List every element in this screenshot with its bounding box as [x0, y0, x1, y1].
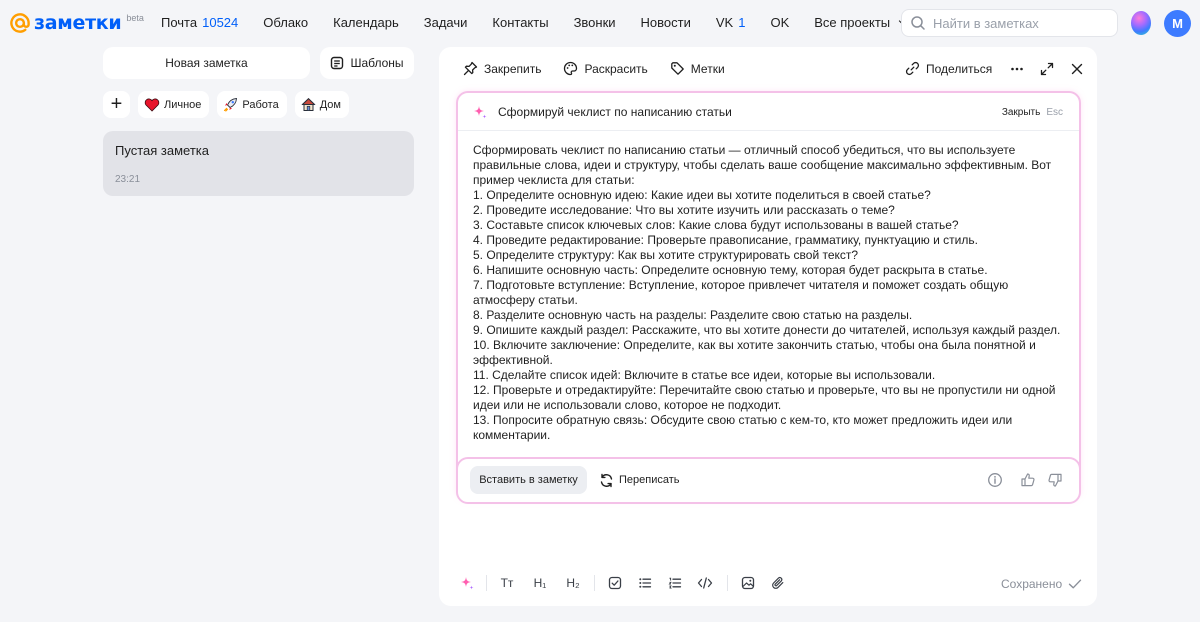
- new-note-button[interactable]: Новая заметка: [103, 47, 310, 79]
- ai-assistant-panel: [456, 91, 1081, 501]
- editor-toolbar: [463, 61, 747, 76]
- logo[interactable]: [9, 12, 144, 34]
- tag-icon: [670, 61, 685, 76]
- numbered-list-button[interactable]: [667, 575, 683, 591]
- tag-home-label: Дом: [319, 98, 341, 111]
- house-icon: [301, 97, 316, 112]
- ai-response-intro: Сформировать чеклист по написанию статьи — отличный способ убедиться, что вы используете правильные слова, идеи и структуру, чтобы сделать ваше сообщение максимально эффективным. Вот пример чеклиста для статьи:: [473, 143, 1052, 187]
- checklist-item: 13. Попросите обратную связь: Обсудите свою статью с кем-то, кто может предложить идеи или комментарии.: [473, 413, 1013, 442]
- save-status-label: Сохранено: [1001, 577, 1063, 591]
- nav-mail-label: Почта: [161, 15, 198, 30]
- heading-2-button[interactable]: H₂: [566, 576, 580, 590]
- attach-button[interactable]: [770, 575, 786, 591]
- checklist-item: 3. Составьте список ключевых слов: Какие слова будут использованы в вашей статье?: [473, 218, 959, 232]
- ai-checklist: [473, 188, 1063, 443]
- checklist-button[interactable]: [607, 575, 623, 591]
- format-toolbar: [459, 575, 797, 591]
- sparkle-icon: [459, 575, 475, 591]
- image-icon: [741, 576, 755, 590]
- nav-all-projects-label: Все проекты: [814, 15, 891, 30]
- note-title: Пустая заметка: [115, 143, 209, 158]
- pin-label: Закрепить: [484, 61, 542, 76]
- sparkle-icon: [472, 104, 488, 120]
- ai-assistant-orb-icon[interactable]: [1131, 11, 1151, 35]
- checklist-item: 8. Разделите основную часть на разделы: Разделите свою статью на разделы.: [473, 308, 913, 322]
- share-label: Поделиться: [926, 61, 993, 76]
- tag-work[interactable]: [217, 91, 286, 118]
- logo-text: заметки: [34, 12, 122, 34]
- note-time: 23:21: [115, 174, 141, 185]
- link-icon: [905, 61, 920, 76]
- ai-response: [458, 131, 1079, 455]
- mail-count: 10524: [202, 15, 239, 30]
- thumbs-up-icon[interactable]: [1020, 472, 1036, 488]
- tags-button[interactable]: [670, 61, 725, 76]
- heart-icon: [144, 98, 160, 112]
- thumbs-down-icon[interactable]: [1047, 472, 1063, 488]
- search-box[interactable]: [901, 9, 1118, 37]
- ai-actions-bar: [456, 457, 1081, 504]
- close-icon: [1070, 62, 1084, 76]
- templates-button[interactable]: [320, 47, 414, 79]
- top-nav: [161, 15, 931, 30]
- nav-all-projects[interactable]: [814, 15, 906, 30]
- code-button[interactable]: [697, 575, 713, 591]
- rewrite-label: Переписать: [619, 474, 680, 486]
- templates-icon: [330, 56, 344, 70]
- checklist-item: 1. Определите основную идею: Какие идеи вы хотите поделиться в своей статье?: [473, 188, 931, 202]
- refresh-icon: [599, 473, 614, 488]
- heading-1-button[interactable]: H₁: [533, 576, 547, 590]
- paperclip-icon: [771, 576, 785, 590]
- insert-into-note-button[interactable]: Вставить в заметку: [470, 466, 587, 494]
- tag-personal-label: Личное: [164, 98, 202, 111]
- checklist-item: 9. Опишите каждый раздел: Расскажите, что вы хотите донести до читателей, используя каждый раздел.: [473, 323, 1061, 337]
- bullet-list-icon: [638, 576, 652, 590]
- editor-toolbar-right: [905, 61, 1084, 76]
- checklist-item: 4. Проведите редактирование: Проверьте правописание, грамматику, пунктуацию и стиль.: [473, 233, 978, 247]
- nav-ok[interactable]: OK: [770, 15, 790, 30]
- pin-button[interactable]: [463, 61, 541, 76]
- checkbox-icon: [608, 576, 622, 590]
- expand-icon: [1040, 62, 1054, 76]
- ai-sparkle-button[interactable]: [459, 575, 475, 591]
- tag-personal[interactable]: [138, 91, 209, 118]
- save-status: [1001, 577, 1082, 591]
- nav-vk-label: VK: [715, 15, 734, 30]
- search-icon: [910, 15, 926, 31]
- rocket-icon: [223, 97, 238, 112]
- ai-prompt-text: Сформируй чеклист по написанию статьи: [498, 104, 732, 119]
- esc-hint: Esc: [1046, 107, 1063, 118]
- templates-label: Шаблоны: [350, 56, 404, 70]
- note-editor: [439, 47, 1097, 606]
- checklist-item: 12. Проверьте и отредактируйте: Перечитайте свою статью и проверьте, что вы не пропустили ни одной идеи или не использовали слово, которое не подходит.: [473, 383, 1056, 412]
- colorize-button[interactable]: [563, 61, 647, 76]
- colorize-label: Раскрасить: [584, 61, 648, 76]
- checklist-item: 10. Включите заключение: Определите, как вы хотите закончить статью, чтобы она была понятной и эффективной.: [473, 338, 1036, 367]
- nav-tasks[interactable]: Задачи: [423, 15, 468, 30]
- top-header: [0, 0, 1200, 46]
- nav-mail[interactable]: [161, 15, 238, 30]
- checklist-item: 7. Подготовьте вступление: Вступление, которое привлечет читателя и поможет создать общую атмосферу статьи.: [473, 278, 1009, 307]
- checklist-item: 5. Определите структуру: Как вы хотите структурировать свой текст?: [473, 248, 859, 262]
- ai-panel-header: [458, 93, 1079, 131]
- more-button[interactable]: [1010, 62, 1024, 76]
- checkmark-icon: [1068, 578, 1082, 590]
- add-tag-button[interactable]: +: [103, 91, 130, 118]
- nav-contacts[interactable]: Контакты: [492, 15, 549, 30]
- image-button[interactable]: [740, 575, 756, 591]
- nav-cloud[interactable]: Облако: [263, 15, 309, 30]
- pin-icon: [463, 61, 478, 76]
- vk-count: 1: [738, 15, 746, 30]
- beta-label: beta: [126, 13, 144, 23]
- tag-work-label: Работа: [242, 98, 279, 111]
- format-divider: [727, 575, 728, 591]
- checklist-item: 2. Проведите исследование: Что вы хотите изучить или рассказать о теме?: [473, 203, 895, 217]
- numbered-list-icon: [668, 576, 682, 590]
- at-sign-icon: [9, 12, 31, 34]
- nav-news[interactable]: Новости: [640, 15, 691, 30]
- tag-home[interactable]: [295, 91, 349, 118]
- format-divider: [594, 575, 595, 591]
- rewrite-button[interactable]: [599, 466, 680, 494]
- share-button[interactable]: [905, 61, 992, 76]
- close-editor-button[interactable]: [1070, 62, 1084, 76]
- text-style-button[interactable]: Тт: [500, 576, 514, 590]
- nav-calendar[interactable]: Календарь: [333, 15, 399, 30]
- nav-vk[interactable]: [716, 15, 746, 30]
- search-input[interactable]: [933, 16, 1113, 31]
- more-dots-icon: [1010, 62, 1024, 76]
- checklist-item: 11. Сделайте список идей: Включите в статье все идеи, которые вы использовали.: [473, 368, 936, 382]
- bullet-list-button[interactable]: [637, 575, 653, 591]
- ai-close-button[interactable]: [1002, 107, 1063, 118]
- nav-calls[interactable]: Звонки: [573, 15, 616, 30]
- format-divider: [486, 575, 487, 591]
- palette-icon: [563, 61, 578, 76]
- code-icon: [697, 576, 713, 590]
- avatar[interactable]: М: [1164, 10, 1191, 37]
- note-list-item[interactable]: [103, 131, 414, 196]
- ai-close-label: Закрыть: [1001, 107, 1041, 118]
- info-icon[interactable]: [987, 472, 1003, 488]
- tag-list: [103, 91, 357, 118]
- checklist-item: 6. Напишите основную часть: Определите основную тему, которая будет раскрыта в статье.: [473, 263, 988, 277]
- tags-label: Метки: [690, 61, 725, 76]
- expand-button[interactable]: [1040, 62, 1054, 76]
